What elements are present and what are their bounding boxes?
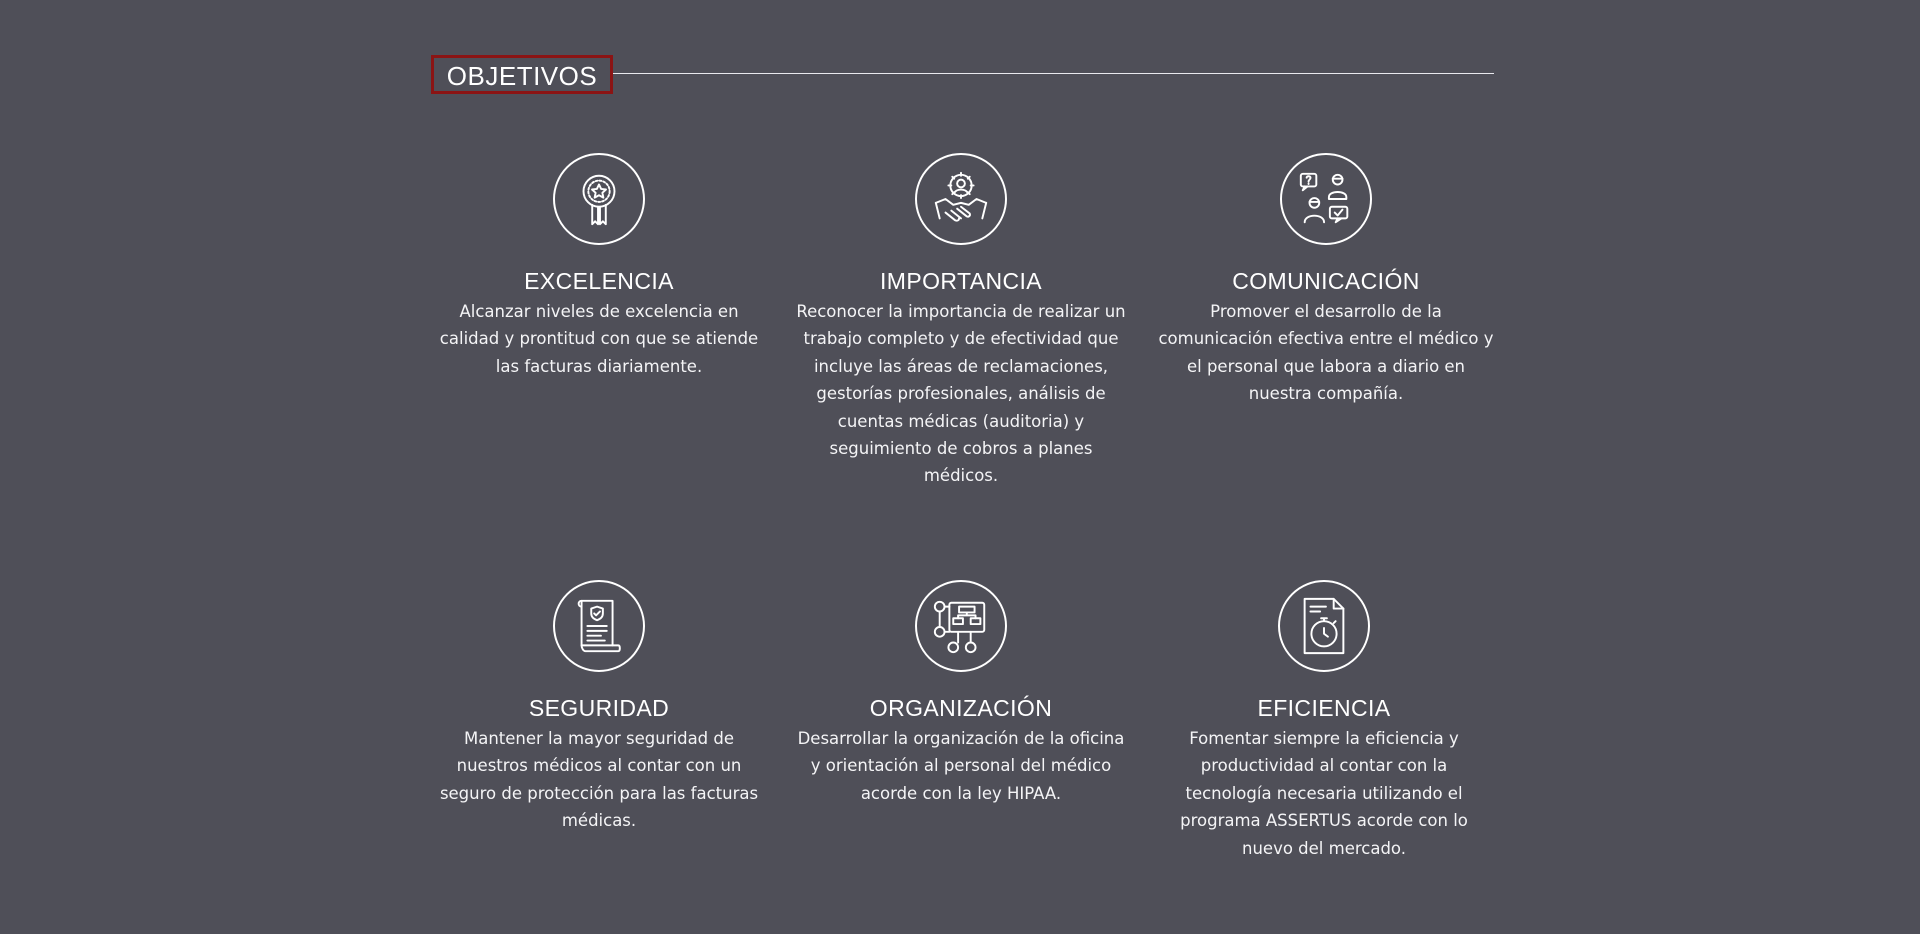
section-title: OBJETIVOS: [446, 60, 598, 91]
card-seguridad: [429, 580, 769, 835]
card-eficiencia: [1154, 580, 1494, 862]
card-importancia: [791, 153, 1131, 490]
card-description: Reconocer la importancia de realizar un trabajo completo y de efectividad que incluye las áreas de reclamaciones, gestorías profesionales, análisis de cuentas médicas (auditoria) y seguimiento de cobros a planes médicos.: [796, 302, 1126, 486]
doctor-communication-icon: [1280, 153, 1372, 245]
section-heading: [431, 55, 1493, 93]
card-title: IMPORTANCIA: [879, 268, 1042, 294]
organization-chart-icon: [915, 580, 1007, 672]
card-organizacion: [791, 580, 1131, 807]
document-stopwatch-icon: [1278, 580, 1370, 672]
card-description: Fomentar siempre la eficiencia y productividad al contar con la tecnología necesaria utilizando el programa ASSERTUS acorde con lo nuevo del mercado.: [1180, 729, 1468, 858]
card-title: EXCELENCIA: [524, 268, 674, 294]
section-title-box: [431, 55, 613, 94]
card-title: COMUNICACIÓN: [1232, 268, 1420, 294]
heading-divider: [613, 73, 1494, 74]
card-description: Alcanzar niveles de excelencia en calidad y prontitud con que se atiende las facturas diariamente.: [439, 302, 759, 376]
card-excelencia: [429, 153, 769, 380]
card-description: Mantener la mayor seguridad de nuestros médicos al contar con un seguro de protección para las facturas médicas.: [439, 729, 759, 831]
card-description: Promover el desarrollo de la comunicación efectiva entre el médico y el personal que labora a diario en nuestra compañía.: [1158, 302, 1494, 404]
award-medal-icon: [553, 153, 645, 245]
card-title: EFICIENCIA: [1257, 695, 1391, 721]
card-comunicacion: [1156, 153, 1496, 408]
card-title: SEGURIDAD: [528, 695, 670, 721]
secure-document-icon: [553, 580, 645, 672]
card-description: Desarrollar la organización de la oficina y orientación al personal del médico acorde con la ley HIPAA.: [797, 729, 1125, 803]
handshake-team-icon: [915, 153, 1007, 245]
card-title: ORGANIZACIÓN: [869, 695, 1053, 721]
